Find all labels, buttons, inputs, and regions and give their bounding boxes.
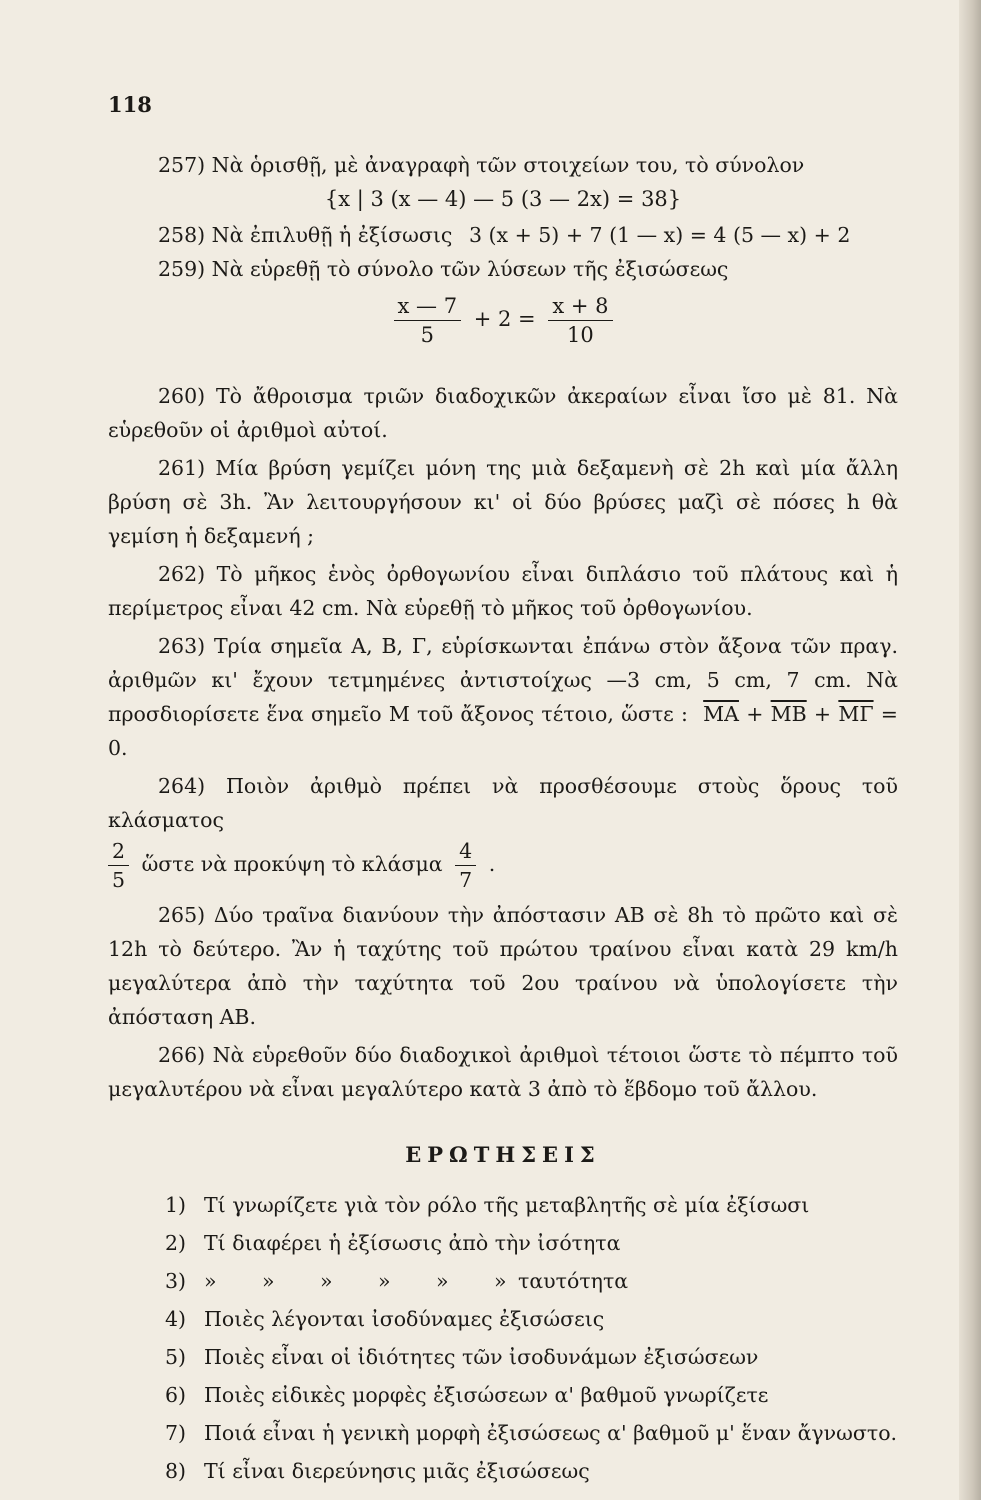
exercise-258 [108, 218, 898, 252]
ditto-marks [204, 1262, 518, 1300]
fraction-denominator: 5 [112, 868, 126, 892]
question-number: 7) [164, 1421, 186, 1445]
exercise-257: 257) Νὰ ὁρισθῇ, μὲ ἀναγραφὴ τῶν στοιχείων του, τὸ σύνολον [158, 153, 805, 177]
ditto-mark: » [320, 1269, 333, 1293]
question-item [108, 1224, 898, 1262]
question-text: Τί διαφέρει ἡ ἐξίσωσις ἀπὸ τὴν ἰσότητα [204, 1231, 621, 1255]
question-text: ταυτότητα [518, 1269, 629, 1293]
question-text: Τί εἶναι διερεύνησις μιᾶς ἐξισώσεως [204, 1459, 590, 1483]
exercise-265: 265) Δύο τραῖνα διανύουν τὴν ἀπόστασιν ΑΒ σὲ 8h τὸ πρῶτο καὶ σὲ 12h τὸ δεύτερο. Ἂν ἡ ταχύτης τοῦ πρώτου τραίνου εἶναι κατὰ 29 km/h μεγαλύτερα ἀπὸ τὴν ταχύτητα τοῦ 2ου τραίνου νὰ ὑπολογίσετε τὴν ἀπόσταση ΑΒ. [108, 903, 898, 1029]
page-number: 118 [108, 92, 152, 117]
question-number: 5) [164, 1345, 186, 1369]
exercise-262: 262) Τὸ μῆκος ἑνὸς ὀρθογωνίου εἶναι διπλάσιο τοῦ πλάτους καὶ ἡ περίμετρος εἶναι 42 cm. Νὰ εὑρεθῇ τὸ μῆκος τοῦ ὀρθογωνίου. [108, 562, 898, 620]
fraction-numerator: 4 [455, 837, 476, 866]
question-number: 3) [164, 1269, 186, 1293]
exercise-258-formula: 3 (x + 5) + 7 (1 — x) = 4 (5 — x) + 2 [468, 223, 851, 247]
exercise-264-middle: ὥστε νὰ προκύψη τὸ κλάσμα [141, 852, 443, 876]
fraction-numerator: x — 7 [394, 292, 462, 321]
questions-list [108, 1186, 898, 1490]
page-content [108, 148, 898, 1490]
question-number: 1) [164, 1193, 186, 1217]
ditto-mark: » [204, 1269, 217, 1293]
question-number: 8) [164, 1459, 186, 1483]
fraction-numerator: 2 [108, 837, 129, 866]
question-text: Ποιὲς λέγονται ἰσοδύναμες ἐξισώσεις [204, 1307, 605, 1331]
equals-zero: = 0. [108, 702, 898, 760]
exercise-263 [108, 629, 898, 765]
vector-mb: $\overline{MB}$ [770, 702, 807, 726]
questions-heading: ΕΡΩΤΗΣΕΙΣ [405, 1142, 601, 1167]
question-number: 6) [164, 1383, 186, 1407]
ditto-mark: » [378, 1269, 391, 1293]
exercise-263-text: 263) Τρία σημεῖα Α, Β, Γ, εὑρίσκωνται ἐπάνω στὸν ἄξονα τῶν πραγ. ἀριθμῶν κι' ἔχουν τετμημένες ἀντιστοίχως —3 cm, 5 cm, 7 cm. Νὰ προσδιορίσετε ἕνα σημεῖο Μ τοῦ ἄξονος τέτοιο, ὥστε : [108, 634, 898, 726]
fraction [394, 292, 462, 349]
fraction-denominator: 10 [567, 323, 594, 347]
fraction [455, 837, 476, 894]
fraction [548, 292, 612, 349]
plus-sign: + [746, 702, 764, 726]
question-text: Ποιά εἶναι ἡ γενικὴ μορφὴ ἐξισώσεως α' βαθμοῦ μ' ἕναν ἄγνωστο. [204, 1421, 898, 1445]
question-item [108, 1338, 898, 1376]
question-number: 2) [164, 1231, 186, 1255]
vector-ma: $\overline{MA}$ [703, 702, 739, 726]
exercise-260: 260) Τὸ ἄθροισμα τριῶν διαδοχικῶν ἀκεραίων εἶναι ἴσο μὲ 81. Νὰ εὑρεθοῦν οἱ ἀριθμοὶ αὐτοί. [108, 384, 898, 442]
fraction-denominator: 5 [420, 323, 434, 347]
question-item [108, 1376, 898, 1414]
exercise-259-equation [108, 292, 898, 349]
question-item [108, 1186, 898, 1224]
fraction-numerator: x + 8 [548, 292, 612, 321]
question-item [108, 1262, 898, 1300]
page-edge [959, 0, 981, 1500]
exercise-259: 259) Νὰ εὑρεθῇ τὸ σύνολο τῶν λύσεων τῆς ἐξισώσεως [158, 257, 729, 281]
exercise-257-formula: {x | 3 (x — 4) — 5 (3 — 2x) = 38} [324, 187, 682, 211]
fraction-denominator: 7 [459, 868, 473, 892]
exercise-261: 261) Μία βρύση γεμίζει μόνη της μιὰ δεξαμενὴ σὲ 2h καὶ μία ἄλλη βρύση σὲ 3h. Ἂν λειτουργήσουν κι' οἱ δύο βρύσες μαζὶ σὲ πόσες h θὰ γεμίση ἡ δεξαμενή ; [108, 456, 898, 548]
exercise-266: 266) Νὰ εὑρεθοῦν δύο διαδοχικοὶ ἀριθμοὶ τέτοιοι ὥστε τὸ πέμπτο τοῦ μεγαλυτέρου νὰ εἶναι μεγαλύτερο κατὰ 3 ἀπὸ τὸ ἕβδομο τοῦ ἄλλου. [108, 1043, 898, 1101]
exercise-258-text: 258) Νὰ ἐπιλυθῇ ἡ ἐξίσωσις [158, 223, 453, 247]
equation-middle: + 2 = [473, 307, 536, 331]
question-item [108, 1414, 898, 1452]
vector-mg: $\overline{M\Gamma}$ [838, 702, 874, 726]
question-number: 4) [164, 1307, 186, 1331]
question-text: Ποιὲς εἰδικὲς μορφὲς ἐξισώσεων α' βαθμοῦ γνωρίζετε [204, 1383, 769, 1407]
question-item [108, 1300, 898, 1338]
exercise-264-fractions [108, 837, 898, 894]
plus-sign: + [813, 702, 832, 726]
exercise-264: 264) Ποιὸν ἀριθμὸ πρέπει νὰ προσθέσουμε στοὺς ὅρους τοῦ κλάσματος [108, 774, 898, 832]
ditto-mark: » [262, 1269, 275, 1293]
spacer [108, 359, 898, 379]
question-item [108, 1452, 898, 1490]
question-text: Ποιὲς εἶναι οἱ ἰδιότητες τῶν ἰσοδυνάμων ἐξισώσεων [204, 1345, 759, 1369]
fraction [108, 837, 129, 894]
ditto-mark: » [494, 1269, 507, 1293]
ditto-mark: » [436, 1269, 449, 1293]
exercise-264-end: . [488, 852, 496, 876]
question-text: Τί γνωρίζετε γιὰ τὸν ρόλο τῆς μεταβλητῆς σὲ μία ἐξίσωσι [204, 1193, 810, 1217]
